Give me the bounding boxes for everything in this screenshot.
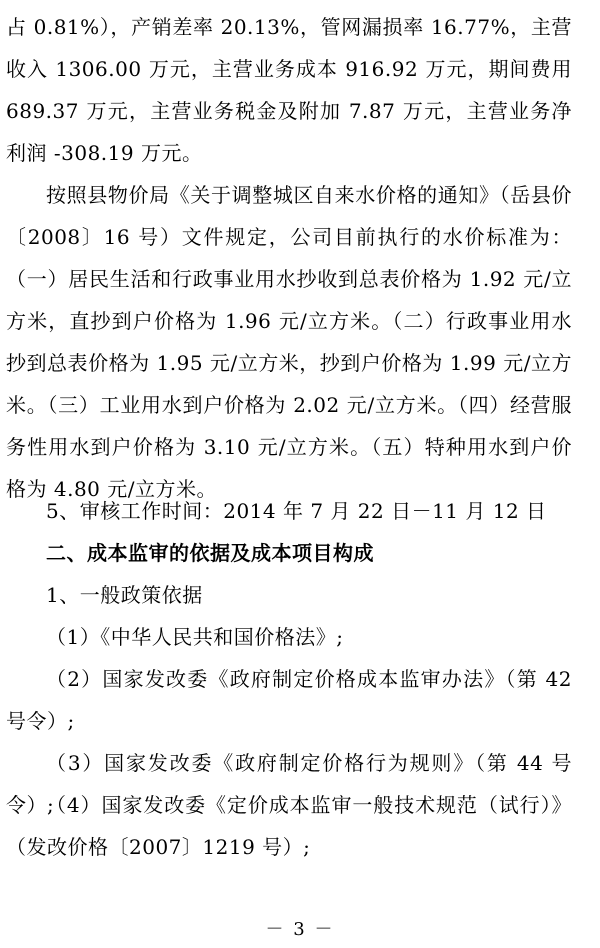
paragraph-water-price-standard: 按照县物价局《关于调整城区自来水价格的通知》（岳县价〔2008〕16 号）文件规定，公司目前执行的水价标准为：（一）居民生活和行政事业用水抄收到总表价格为 1.92 元/立方米，直抄到户价格为 1.96 元/立方米。（二）行政事业用水抄到总表价格为 1.95 元/立方米，抄到户价格为 1.99 元/立方米。（三）工业用水到户价格为 2.02 元/立方米。（四）经营服务性用水到户价格为 3.10 元/立方米。（五）特种用水到户价格为 4.80 元/立方米。 <box>6 183 572 501</box>
list-item-pricing-behavior-rules: （3）国家发改委《政府制定价格行为规则》（第 44 号令）; <box>6 751 572 817</box>
paragraph-financial-summary: 占 0.81%），产销差率 20.13%，管网漏损率 16.77%，主营收入 1306.00 万元，主营业务成本 916.92 万元，期间费用 689.37 万元，主营业务税金及附加 7.87 万元，主营业务净利润 -308.19 万元。 <box>6 15 572 165</box>
subheading-general-policy-basis: 1、一般政策依据 <box>46 583 203 607</box>
paragraph-audit-period: 5、审核工作时间：2014 年 7 月 22 日－11 月 12 日 <box>46 499 547 523</box>
list-item-cost-audit-measures: （2）国家发改委《政府制定价格成本监审办法》（第 42 号令）; <box>6 667 572 733</box>
list-item-technical-specification: （4）国家发改委《定价成本监审一般技术规范（试行）》（发改价格〔2007〕1219 号）; <box>6 793 572 859</box>
page-number: － 3 － <box>265 919 335 940</box>
list-item-price-law: （1）《中华人民共和国价格法》; <box>46 625 344 649</box>
section-heading-audit-basis: 二、成本监审的依据及成本项目构成 <box>46 541 374 565</box>
